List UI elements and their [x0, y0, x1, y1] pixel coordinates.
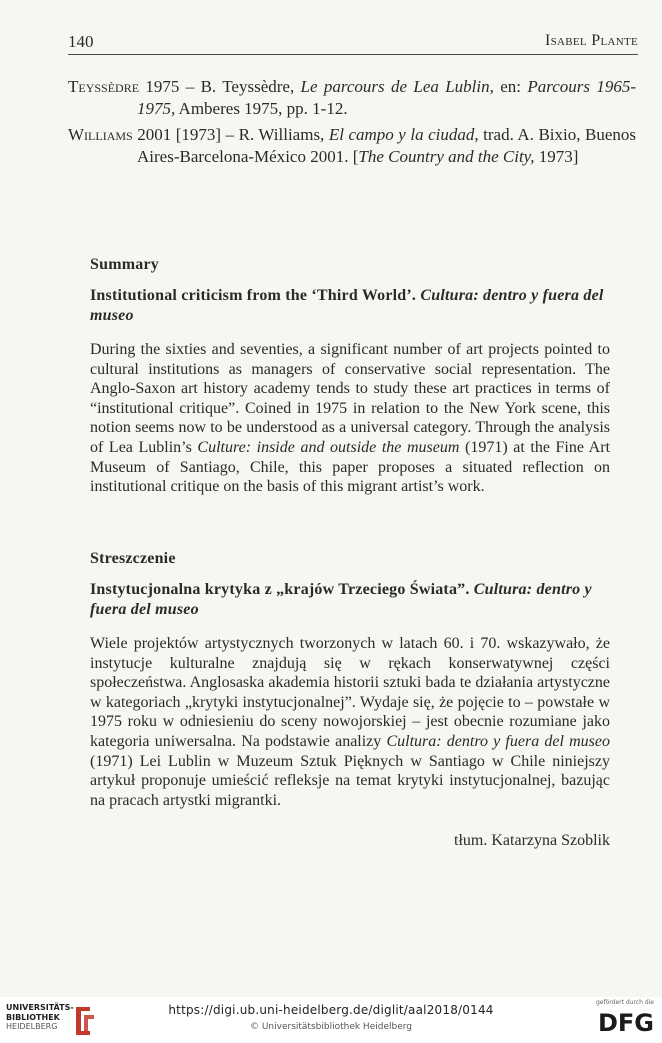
body-text: During the sixties and seventies, a significant number of art projects pointed to cultural institutions as managers of conservative social representation. The Anglo-Saxon art history academy tends to study these art practices in terms of “institutional critique”. Coined in 1975 in relation to the New York scene, this notion seems now to be understood as a universal category. Through the analysis of Lea Lublin’s — [90, 341, 610, 456]
library-name-line: HEIDELBERG — [6, 1022, 58, 1031]
library-name-line: BIBLIOTHEK — [6, 1012, 60, 1022]
summary-heading: Summary — [90, 256, 159, 273]
funder-note: gefördert durch die — [596, 999, 654, 1006]
streszczenie-heading: Streszczenie — [90, 550, 176, 567]
translator-credit: tłum. Katarzyna Szoblik — [454, 832, 610, 850]
summary-section — [90, 256, 610, 497]
body-italic: Culture: inside and outside the museum — [197, 438, 460, 456]
digitization-footer — [0, 997, 662, 1043]
bibliography — [68, 76, 636, 172]
title-text: Institutional criticism from the ‘Third World’. — [90, 287, 421, 304]
streszczenie-title — [90, 580, 610, 620]
bib-text: 1973] — [534, 147, 579, 166]
dfg-logo: DFG — [597, 1009, 654, 1037]
bib-entry — [68, 76, 636, 120]
summary-body — [90, 340, 610, 497]
page-number: 140 — [68, 32, 94, 51]
bib-text: 2001 [1973] – R. Williams, — [132, 125, 329, 144]
bib-title: Parcours 1965-1975, — [137, 77, 636, 118]
bib-author: Williams — [68, 125, 133, 144]
title-text: Instytucjonalna krytyka z „krajów Trzeciego Świata”. — [90, 581, 474, 598]
running-header — [68, 32, 638, 55]
bib-text: , trad. A. Bixio, Buenos Aires-Barcelona-México 2001. [ — [137, 125, 637, 166]
running-author: Isabel Plante — [544, 32, 638, 49]
bib-text: , en: — [489, 77, 528, 96]
body-text: (1971) at the Fine Art Museum of Santiago, Chile, this paper proposes a situated reflection on institutional critique on the basis of this migrant artist’s work. — [90, 438, 611, 496]
title-italic: Cultura: dentro y fuera del museo — [90, 287, 604, 324]
bib-author: Teyssèdre — [68, 77, 140, 96]
streszczenie-section — [90, 550, 610, 850]
bib-text: Amberes 1975, pp. 1-12. — [175, 99, 348, 118]
bib-title: Le parcours de Lea Lublin — [300, 77, 490, 96]
bib-title: The Country and the City, — [358, 147, 535, 166]
streszczenie-body — [90, 634, 610, 810]
title-italic: Cultura: dentro y fuera del museo — [90, 581, 592, 618]
body-text: Wiele projektów artystycznych tworzonych w latach 60. i 70. wskazywało, że instytucje kulturalne znajdują się w rękach konserwatywnej części społeczeństwa. Anglosaska akademia historii sztuki bada te działania artystyczne w kategoriach „krytyki instytucjonalnej”. Wydaje się, że pojęcie to – powstałe w 1975 roku w odniesieniu do sceny nowojorskiej – jest obecnie rozumiane jako kategoria uniwersalna. Na podstawie analizy — [90, 635, 610, 750]
permalink-url[interactable]: https://digi.ub.uni-heidelberg.de/diglit/aal2018/0144 — [168, 1003, 494, 1017]
summary-title — [90, 286, 610, 326]
bib-text: 1975 – B. Teyssèdre, — [139, 77, 301, 96]
bib-entry — [68, 124, 636, 168]
funder-block — [584, 999, 654, 1041]
body-italic: Cultura: dentro y fuera del museo — [386, 732, 610, 750]
body-text: (1971) Lei Lublin w Muzeum Sztuk Pięknych w Santiago w Chile niniejszy artykuł proponuje umieścić refleksje na temat krytyki instytucjonalnej, bazując na pracach artystki migrantki. — [90, 752, 610, 809]
bib-title: El campo y la ciudad — [328, 125, 475, 144]
library-name-line: UNIVERSITÄTS- — [6, 1003, 74, 1012]
copyright-notice: © Universitätsbibliothek Heidelberg — [249, 1022, 412, 1032]
